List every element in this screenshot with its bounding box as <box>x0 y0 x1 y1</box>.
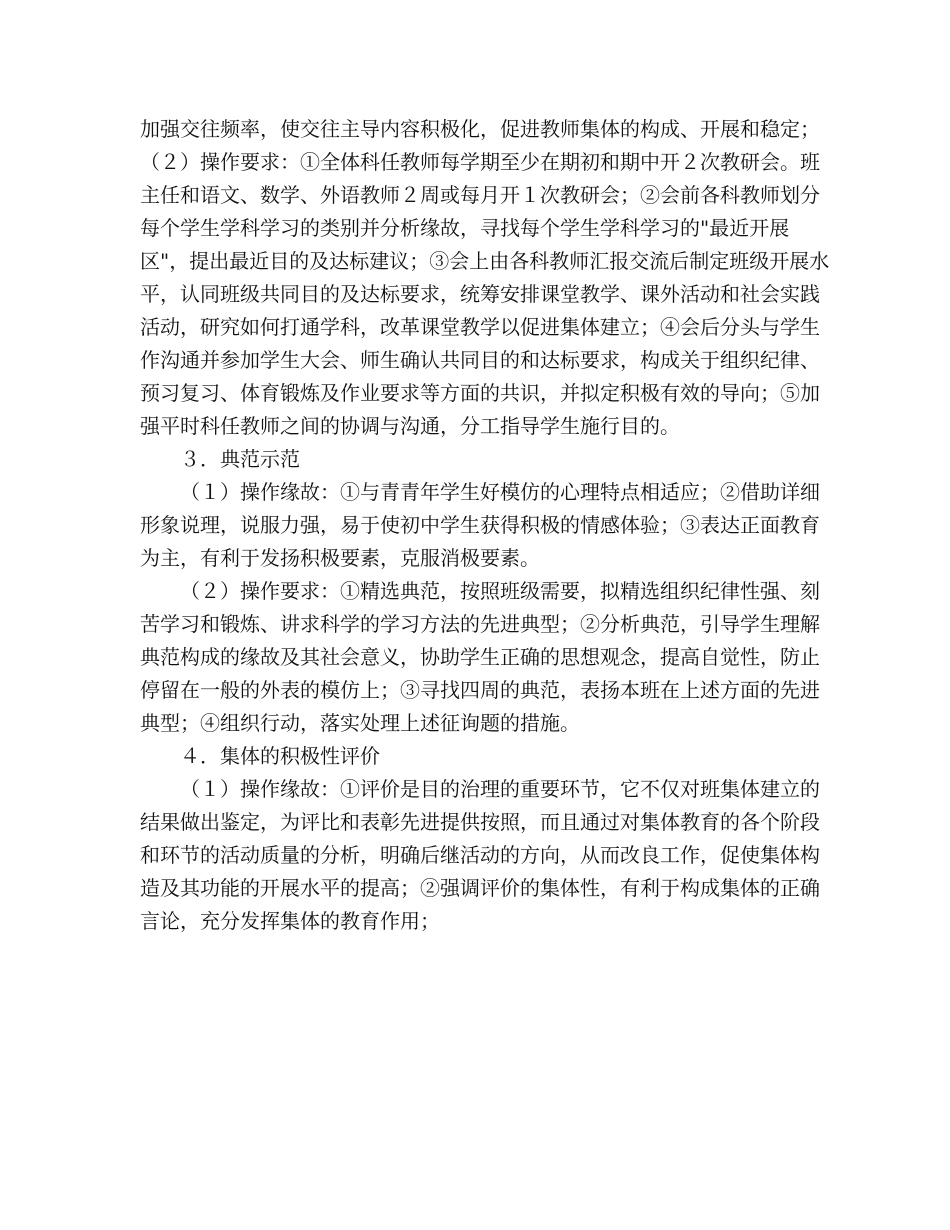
paragraph-3-1: （１）操作缘故：①与青青年学生好模仿的心理特点相适应；②借助详细形象说理，说服力强，易于使初中学生获得积极的情感体验；③表达正面教育为主，有利于发扬积极要素，克服消极要素。 <box>140 480 820 570</box>
section-heading-4: ４．集体的积极性评价 <box>180 744 380 768</box>
paragraph-continuation: 加强交往频率，使交往主导内容积极化，促进教师集体的构成、开展和稳定；（２）操作要求：①全体科任教师每学期至少在期初和期中开２次教研会。班主任和语文、数学、外语教师２周或每月开１次教研会；②会前各科教师划分每个学生学科学习的类别并分析缘故，寻找每个学生学科学习的"最近开展区"，提出最近目的及达标建议；③会上由各科教师汇报交流后制定班级开展水平，认同班级共同目的及达标要求，统筹安排课堂教学、课外活动和社会实践活动，研究如何打通学科，改革课堂教学以促进集体建立；④会后分头与学生作沟通并参加学生大会、师生确认共同目的和达标要求，构成关于组织纪律、预习复习、体育锻炼及作业要求等方面的共识，并拟定积极有效的导向；⑤加强平时科任教师之间的协调与沟通，分工指导学生施行目的。 <box>140 117 830 438</box>
section-heading-3: ３．典范示范 <box>180 447 300 471</box>
paragraph-4-1: （１）操作缘故：①评价是目的治理的重要环节，它不仅对班集体建立的结果做出鉴定，为评比和表彰先进提供按照，而且通过对集体教育的各个阶段和环节的活动质量的分析，明确后继活动的方向，从而改良工作，促使集体构造及其功能的开展水平的提高；②强调评价的集体性，有利于构成集体的正确言论，充分发挥集体的教育作用； <box>140 777 820 933</box>
document-body <box>140 113 830 938</box>
paragraph-3-2: （２）操作要求：①精选典范，按照班级需要，拟精选组织纪律性强、刻苦学习和锻炼、讲求科学的学习方法的先进典型；②分析典范，引导学生理解典范构成的缘故及其社会意义，协助学生正确的思想观念，提高自觉性，防止停留在一般的外表的模仿上；③寻找四周的典范，表扬本班在上述方面的先进典型；④组织行动，落实处理上述征询题的措施。 <box>140 579 820 735</box>
